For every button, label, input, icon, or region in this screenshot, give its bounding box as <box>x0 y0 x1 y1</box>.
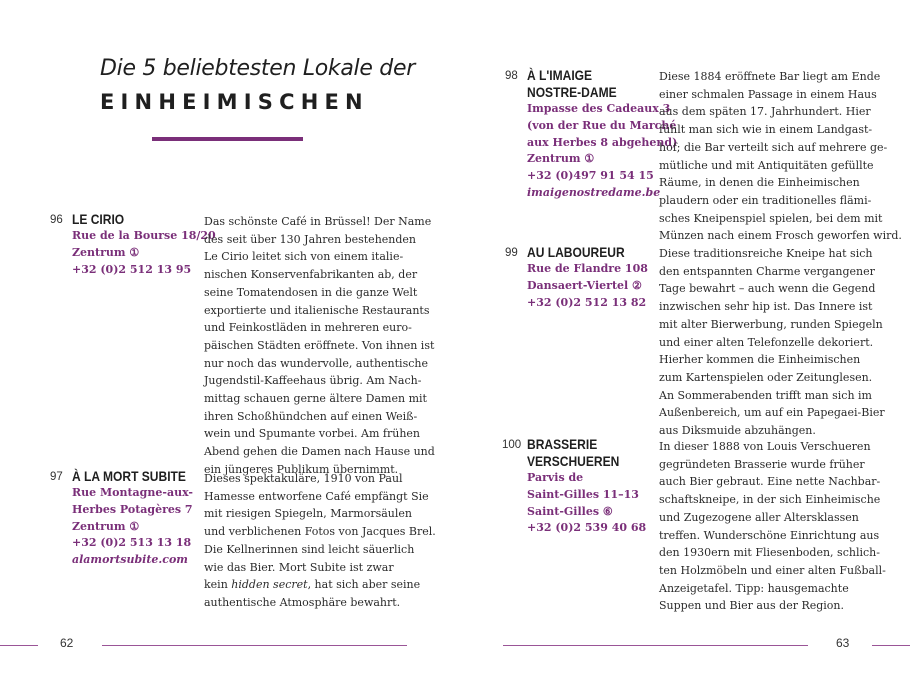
phone: +32 (0)2 539 40 68 <box>527 521 647 535</box>
entry-name: LE CIRIO <box>72 211 125 227</box>
entry-info <box>72 485 193 569</box>
entry-text: Diese traditionsreiche Kneipe hat sich den entspannten Charme vergangener Tage bewahrt – auch wenn die Gegend inzwischen sehr hip ist. Das Innere ist mit alter Bierwerbung, runden Spiegeln und einer alten Telefonzelle dekoriert. Hierher kommen die Einheimischen zum Kartenspielen oder Zeitunglesen. An Sommerabenden trifft man sich im Außenbereich, um auf ein Papegaei-Bier aus Diksmuide abzuhängen. <box>659 247 885 438</box>
district: Zentrum ① <box>527 152 595 166</box>
entry-info <box>72 228 216 278</box>
page-number-left: 62 <box>60 636 74 650</box>
district: Zentrum ① <box>72 245 140 259</box>
entry-number: 96 <box>50 214 63 226</box>
address: aux Herbes 8 abgehend) <box>527 135 678 149</box>
section-title: Die 5 beliebtesten Lokale der <box>100 56 415 81</box>
address: Saint-Gilles 11–13 <box>527 487 639 501</box>
website-link[interactable]: alamortsubite.com <box>72 553 188 567</box>
title-underline <box>152 137 303 141</box>
entry-number: 100 <box>502 439 522 451</box>
page-number-right: 63 <box>836 636 850 650</box>
entry-text: Dieses spektakuläre, 1910 von Paul Hamesse entworfene Café empfängt Sie mit riesigen Spiegeln, Marmorsäulen und verblichenen Fotos von Jacques Brel. Die Kellnerinnen sind leicht säuerlich wie das Bier. Mort Subite ist zwar kein hidden secret, hat sich aber seine authentische Atmosphäre bewahrt. <box>204 472 436 609</box>
entry-name: À LA MORT SUBITE <box>72 468 186 484</box>
website-link[interactable]: imaigenostredame.be <box>527 185 661 199</box>
entry-name: AU LABOUREUR <box>527 244 625 260</box>
phone: +32 (0)2 512 13 82 <box>527 295 647 309</box>
section-title-caps: EINHEIMISCHEN <box>100 90 369 114</box>
footer-rule-left <box>102 645 407 646</box>
entry-number: 99 <box>505 247 518 259</box>
footer-rule-left-outer <box>0 645 38 646</box>
footer-rule-right-outer <box>872 645 910 646</box>
entry-info <box>527 101 677 202</box>
phone: +32 (0)2 513 13 18 <box>72 536 192 550</box>
address: Rue de Flandre 108 <box>527 262 648 275</box>
entry-info <box>527 470 646 537</box>
address: Rue de la Bourse 18/20 <box>72 229 216 242</box>
address: Rue Montagne-aux- <box>72 486 193 499</box>
district: Dansaert-Viertel ② <box>527 278 642 292</box>
entry-text: Diese 1884 eröffnete Bar liegt am Ende einer schmalen Passage in einem Haus aus dem späten 17. Jahrhundert. Hier fühlt man sich wie in einem Landgast- hof; die Bar verteilt sich auf mehrere ge- mütliche und mit Antiquitäten gefüllte Räume, in denen die Einheimischen plaudern oder ein traditionelles flämi- sches Kneipenspiel spielen, bei dem mit Münzen nach einem Frosch geworfen wird. <box>659 70 902 243</box>
entry-number: 98 <box>505 70 518 82</box>
entry-name: À L'IMAIGE NOSTRE-DAME <box>527 67 617 100</box>
entry-number: 97 <box>50 471 63 483</box>
entry-text: In dieser 1888 von Louis Verschueren gegründeten Brasserie wurde früher auch Bier gebraut. Eine nette Nachbar- schaftskneipe, in der sich Einheimische und Zugezogene aller Altersklassen treffen. Wunderschöne Einrichtung aus den 1930ern mit Fliesenboden, schlich- ten Holzmöbeln und einer alten Fußball- Anzeigetafel. Tipp: hausgemachte Suppen und Bier aus der Region. <box>659 440 886 613</box>
address: Parvis de <box>527 471 584 484</box>
district: Zentrum ① <box>72 519 140 533</box>
address: Impasse des Cadeaux 3 <box>527 102 671 115</box>
entry-text: Das schönste Café in Brüssel! Der Name des seit über 130 Jahren bestehenden Le Cirio leitet sich von einem italie- nischen Konservenfabrikanten ab, der seine Tomatendosen in die ganze Welt exportierte und italienische Restaurants und Feinkostläden in mehreren euro- päischen Städten eröffnete. Von ihnen ist nur noch das wundervolle, authentische Jugendstil-Kaffeehaus übrig. Am Nach- mittag schauen gerne ältere Damen mit ihren Schoßhündchen auf einen Weiß- wein und Spumante vorbei. Am frühen Abend gehen die Damen nach Hause und ein jüngeres Publikum übernimmt. <box>204 215 435 476</box>
phone: +32 (0)2 512 13 95 <box>72 262 192 276</box>
entry-name: BRASSERIE VERSCHUEREN <box>527 436 620 469</box>
footer-rule-right <box>503 645 808 646</box>
entry-info <box>527 261 648 311</box>
phone: +32 (0)497 91 54 15 <box>527 169 654 183</box>
district: Saint-Gilles ⑥ <box>527 504 613 518</box>
address: Herbes Potagères 7 <box>72 502 193 516</box>
address: (von der Rue du Marché <box>527 118 677 132</box>
